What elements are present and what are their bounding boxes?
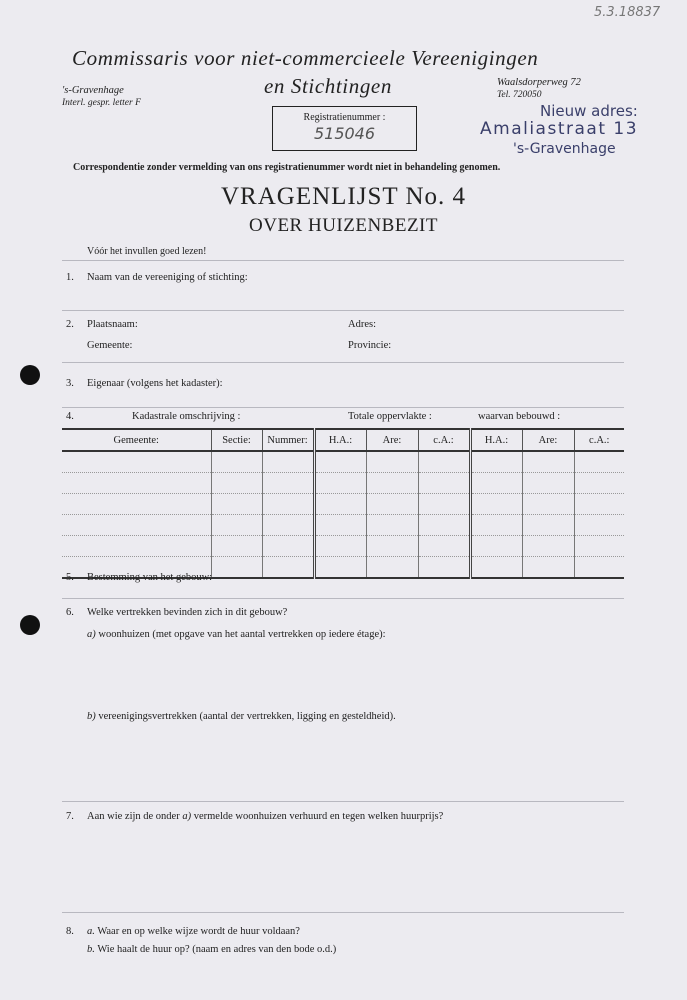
q8b-prefix: b. — [87, 944, 95, 955]
org-name-line1: Commissaris voor niet-commercieele Vereenigingen — [72, 46, 539, 70]
q4-number: 4. — [66, 411, 74, 422]
q6a-prefix: a) — [87, 629, 96, 640]
q6a — [87, 629, 386, 641]
q8a-prefix: a. — [87, 926, 95, 937]
table-cell — [522, 536, 574, 557]
q8b — [87, 944, 336, 956]
table-cell — [262, 536, 314, 557]
table-cell — [366, 557, 418, 579]
table-cell — [211, 557, 262, 579]
table-cell — [314, 451, 366, 473]
table-cell — [262, 494, 314, 515]
punch-hole — [20, 365, 40, 385]
table-row — [62, 473, 624, 494]
table-cell — [418, 494, 470, 515]
table-cell — [418, 515, 470, 536]
table-cell — [314, 494, 366, 515]
q4-bebouwd: waarvan bebouwd : — [478, 411, 561, 422]
table-cell — [211, 473, 262, 494]
phone-note: Interl. gespr. letter F — [62, 98, 141, 108]
col-are-built: Are: — [522, 429, 574, 451]
q6-label: Welke vertrekken bevinden zich in dit gebouw? — [87, 607, 288, 618]
q6b — [87, 711, 396, 723]
table-cell — [366, 515, 418, 536]
notice: Correspondentie zonder vermelding van ons registratienummer wordt niet in behandeling genomen. — [73, 162, 501, 173]
q6a-label: woonhuizen (met opgave van het aantal vertrekken op iedere étage): — [98, 629, 386, 640]
table-cell — [314, 473, 366, 494]
table-cell — [522, 494, 574, 515]
q8a-label: Waar en op welke wijze wordt de huur voldaan? — [97, 926, 300, 937]
table-row — [62, 515, 624, 536]
table-cell — [366, 451, 418, 473]
col-nummer: Nummer: — [262, 429, 314, 451]
table-cell — [522, 557, 574, 579]
q7-number: 7. — [66, 811, 74, 822]
org-name-line2: en Stichtingen — [264, 74, 392, 98]
q6b-label: vereenigingsvertrekken (aantal der vertrekken, ligging en gesteldheid). — [98, 711, 396, 722]
address: Waalsdorperweg 72 — [497, 77, 581, 88]
table-cell — [211, 451, 262, 473]
q8b-label: Wie haalt de huur op? (naam en adres van den bode o.d.) — [97, 944, 337, 955]
table-cell — [574, 451, 624, 473]
q6-number: 6. — [66, 607, 74, 618]
q7-pre: Aan wie zijn de onder — [87, 811, 180, 822]
table-cell — [62, 451, 211, 473]
col-ca-built: c.A.: — [574, 429, 624, 451]
q1-number: 1. — [66, 272, 74, 283]
cadastral-table — [62, 428, 624, 579]
table-cell — [62, 473, 211, 494]
table-cell — [418, 451, 470, 473]
table-cell — [470, 515, 522, 536]
q4-totale: Totale oppervlakte : — [348, 411, 432, 422]
new-address-stamp-3: 's-Gravenhage — [513, 141, 616, 157]
table-cell — [211, 536, 262, 557]
q2-plaatsnaam: Plaatsnaam: — [87, 319, 138, 330]
table-cell — [62, 494, 211, 515]
table-cell — [314, 515, 366, 536]
table-cell — [418, 473, 470, 494]
table-row — [62, 494, 624, 515]
punch-hole — [20, 615, 40, 635]
q1-label: Naam van de vereeniging of stichting: — [87, 272, 248, 283]
q2-gemeente: Gemeente: — [87, 340, 133, 351]
q7-ref: a) — [182, 811, 192, 822]
q4-kadastrale: Kadastrale omschrijving : — [132, 411, 241, 422]
table-cell — [470, 557, 522, 579]
table-cell — [418, 536, 470, 557]
registration-label: Registratienummer : — [303, 112, 386, 123]
table-cell — [470, 451, 522, 473]
table-cell — [211, 515, 262, 536]
new-address-stamp-1: Nieuw adres: — [540, 102, 638, 120]
table-cell — [470, 536, 522, 557]
table-cell — [62, 536, 211, 557]
table-cell — [574, 494, 624, 515]
registration-box — [272, 106, 417, 151]
table-cell — [62, 515, 211, 536]
table-row — [62, 536, 624, 557]
table-cell — [366, 494, 418, 515]
new-address-stamp-2: Amaliastraat 13 — [480, 119, 639, 139]
table-cell — [574, 515, 624, 536]
table-cell — [262, 473, 314, 494]
table-cell — [314, 557, 366, 579]
col-are-total: Are: — [366, 429, 418, 451]
col-sectie: Sectie: — [211, 429, 262, 451]
q2-number: 2. — [66, 319, 74, 330]
table-cell — [366, 473, 418, 494]
q2-adres: Adres: — [348, 319, 376, 330]
q7 — [87, 811, 443, 823]
q3-number: 3. — [66, 378, 74, 389]
table-cell — [314, 536, 366, 557]
q8-number: 8. — [66, 926, 74, 937]
table-cell — [262, 515, 314, 536]
table-header-row — [62, 429, 624, 451]
q7-post: vermelde woonhuizen verhuurd en tegen welken huurprijs? — [193, 811, 444, 822]
archive-note: 5.3.18837 — [594, 5, 661, 20]
table-cell — [262, 557, 314, 579]
table-cell — [574, 536, 624, 557]
subtitle: OVER HUIZENBEZIT — [249, 215, 438, 236]
col-ca-total: c.A.: — [418, 429, 470, 451]
instruction: Vóór het invullen goed lezen! — [87, 246, 207, 257]
q5-number: 5. — [66, 572, 74, 583]
q8a — [87, 926, 300, 938]
q6b-prefix: b) — [87, 711, 96, 722]
table-cell — [574, 557, 624, 579]
registration-number: 515046 — [313, 123, 376, 143]
table-cell — [470, 473, 522, 494]
q3-label: Eigenaar (volgens het kadaster): — [87, 378, 223, 389]
table-cell — [418, 557, 470, 579]
col-gemeente: Gemeente: — [62, 429, 211, 451]
col-ha-built: H.A.: — [470, 429, 522, 451]
table-cell — [470, 494, 522, 515]
q2-provincie: Provincie: — [348, 340, 392, 351]
table-cell — [262, 451, 314, 473]
table-cell — [574, 473, 624, 494]
tel: Tel. 720050 — [497, 90, 542, 100]
table-row — [62, 451, 624, 473]
table-cell — [522, 473, 574, 494]
table-cell — [522, 515, 574, 536]
table-cell — [366, 536, 418, 557]
title: VRAGENLIJST No. 4 — [220, 183, 466, 210]
table-cell — [522, 451, 574, 473]
table-cell — [211, 494, 262, 515]
q5-label: Bestemming van het gebouw: — [87, 572, 213, 583]
city: 's-Gravenhage — [62, 85, 124, 96]
col-ha-total: H.A.: — [314, 429, 366, 451]
